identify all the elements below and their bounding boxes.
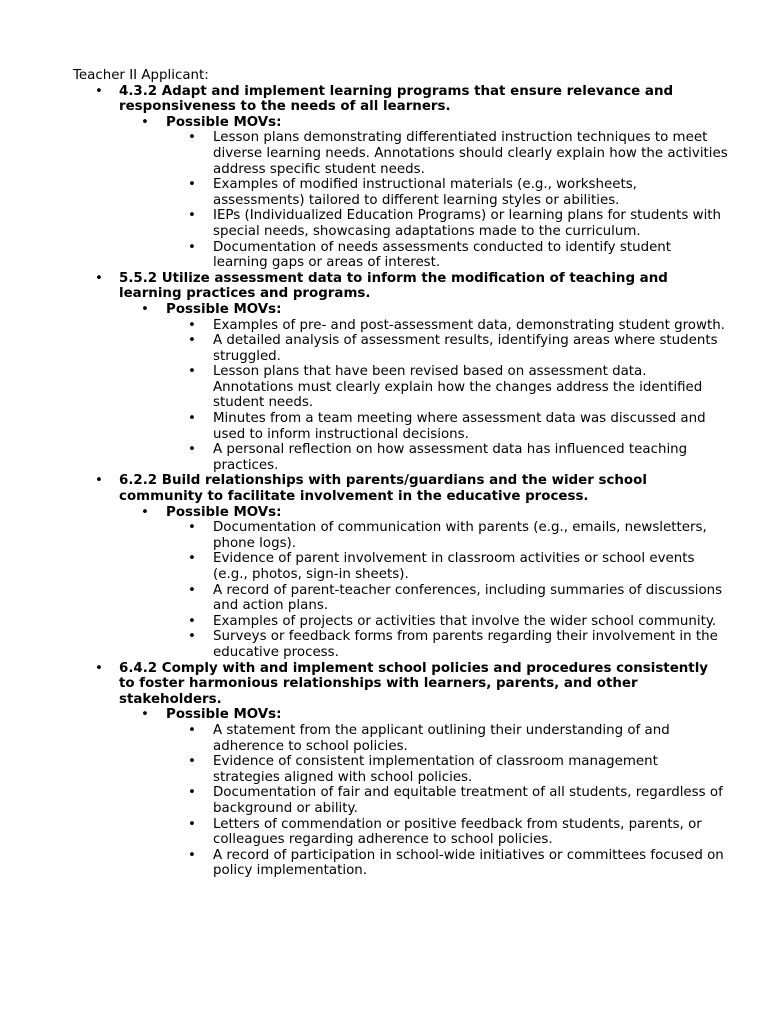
mov-item: • Letters of commendation or positive feedback from students, parents, or colleagues regarding adherence to school policies.	[166, 817, 728, 848]
mov-item: • Documentation of needs assessments conducted to identify student learning gaps or areas of interest.	[166, 240, 728, 271]
mov-item: • Documentation of communication with parents (e.g., emails, newsletters, phone logs).	[166, 520, 728, 551]
movs-group-item	[119, 115, 728, 271]
mov-item: • A detailed analysis of assessment results, identifying areas where students struggled.	[166, 333, 728, 364]
mov-item: • Surveys or feedback forms from parents regarding their involvement in the educative process.	[166, 629, 728, 660]
competency-title: • 5.5.2 Utilize assessment data to inform the modification of teaching and learning practices and programs.	[119, 270, 668, 302]
mov-list	[166, 318, 728, 474]
competency-title: • 4.3.2 Adapt and implement learning programs that ensure relevance and responsiveness to the needs of all learners.	[119, 83, 674, 115]
competency-item	[73, 661, 728, 879]
mov-item: • Examples of pre- and post-assessment data, demonstrating student growth.	[166, 318, 728, 334]
movs-group-item	[119, 505, 728, 661]
mov-item: • A record of participation in school-wide initiatives or committees focused on policy implementation.	[166, 848, 728, 879]
competency-item	[73, 84, 728, 271]
mov-item: • Lesson plans demonstrating differentiated instruction techniques to meet diverse learning needs. Annotations should clearly explain how the activities address specific student needs.	[166, 130, 728, 177]
possible-movs-label: • Possible MOVs:	[166, 504, 282, 520]
movs-group	[119, 302, 728, 474]
mov-list	[166, 723, 728, 879]
mov-item: • A statement from the applicant outlining their understanding of and adherence to school policies.	[166, 723, 728, 754]
mov-item: • Examples of projects or activities that involve the wider school community.	[166, 614, 728, 630]
mov-item: • Evidence of parent involvement in classroom activities or school events (e.g., photos, sign-in sheets).	[166, 551, 728, 582]
mov-item: • IEPs (Individualized Education Programs) or learning plans for students with special needs, showcasing adaptations made to the curriculum.	[166, 208, 728, 239]
mov-item: • A personal reflection on how assessment data has influenced teaching practices.	[166, 442, 728, 473]
competency-list	[73, 84, 728, 879]
movs-group	[119, 115, 728, 271]
movs-group	[119, 707, 728, 879]
possible-movs-label: • Possible MOVs:	[166, 114, 282, 130]
movs-group	[119, 505, 728, 661]
mov-item: • Documentation of fair and equitable treatment of all students, regardless of background or ability.	[166, 785, 728, 816]
intro-line: Teacher II Applicant:	[73, 68, 209, 83]
movs-group-item	[119, 302, 728, 474]
mov-item: • Evidence of consistent implementation of classroom management strategies aligned with school policies.	[166, 754, 728, 785]
mov-item: • Lesson plans that have been revised based on assessment data. Annotations must clearly explain how the changes address the identified student needs.	[166, 364, 728, 411]
competency-item	[73, 473, 728, 660]
mov-item: • A record of parent-teacher conferences, including summaries of discussions and action plans.	[166, 583, 728, 614]
competency-title: • 6.2.2 Build relationships with parents/guardians and the wider school community to facilitate involvement in the educative process.	[119, 473, 647, 505]
possible-movs-label: • Possible MOVs:	[166, 707, 282, 723]
mov-list	[166, 520, 728, 660]
competency-title: • 6.4.2 Comply with and implement school policies and procedures consistently to foster harmonious relationships with learners, parents, and other stakeholders.	[119, 660, 709, 707]
mov-list	[166, 130, 728, 270]
possible-movs-label: • Possible MOVs:	[166, 301, 282, 317]
mov-item: • Minutes from a team meeting where assessment data was discussed and used to inform instructional decisions.	[166, 411, 728, 442]
competency-item	[73, 271, 728, 474]
movs-group-item	[119, 707, 728, 879]
mov-item: • Examples of modified instructional materials (e.g., worksheets, assessments) tailored to different learning styles or abilities.	[166, 177, 728, 208]
